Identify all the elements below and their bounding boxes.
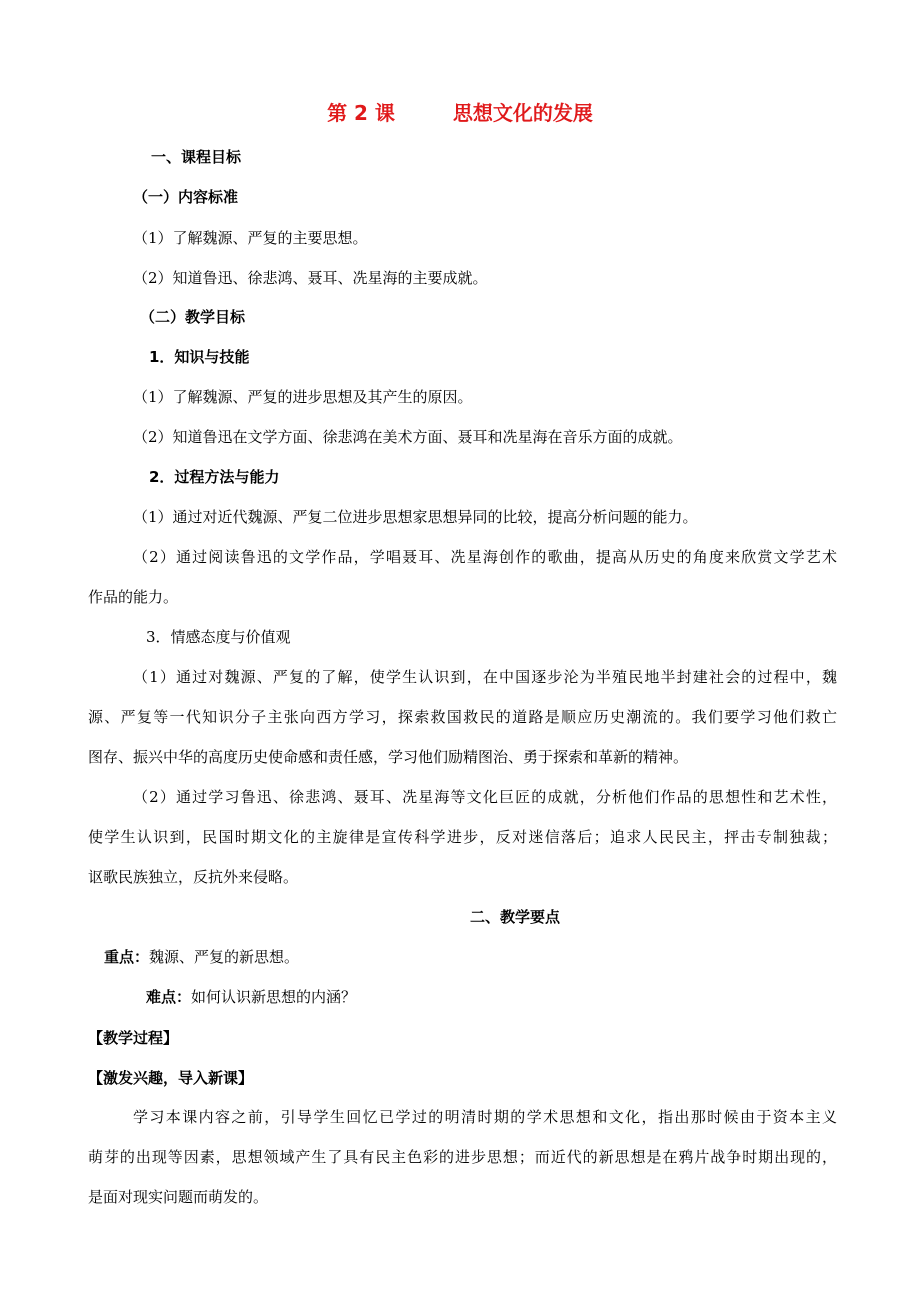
lesson-name: 思想文化的发展	[452, 101, 593, 125]
page-title	[0, 100, 920, 126]
teaching-goals-heading: （二）教学目标	[140, 308, 246, 326]
intro-para-line: 是面对现实问题而萌发的。	[88, 1188, 269, 1206]
lesson-number: 第 2 课	[327, 101, 395, 125]
process-item-continuation: 作品的能力。	[88, 588, 179, 606]
intro-para-line: 学习本课内容之前，引导学生回忆已学过的明清时期的学术思想和文化，指出那时候由于资本主义	[133, 1108, 837, 1126]
intro-section-heading: 【激发兴趣，导入新课】	[88, 1069, 254, 1087]
key-label: 重点：	[104, 948, 150, 966]
knowledge-item: （1）了解魏源、严复的进步思想及其产生的原因。	[133, 388, 473, 406]
attitude-para2-line: 讴歌民族独立，反抗外来侵略。	[88, 868, 299, 886]
attitude-para2-line: 使学生认识到，民国时期文化的主旋律是宣传科学进步，反对迷信落后；追求人民民主，抨击专制独裁；	[88, 828, 837, 846]
intro-para-line: 萌芽的出现等因素，思想领域产生了具有民主色彩的进步思想；而近代的新思想是在鸦片战争时期出现的，	[88, 1148, 837, 1166]
content-standard-heading: （一）内容标准	[133, 188, 239, 206]
content-item: （2）知道鲁迅、徐悲鸿、聂耳、冼星海的主要成就。	[133, 269, 488, 287]
key-text: 魏源、严复的新思想。	[149, 948, 300, 966]
difficult-label: 难点：	[146, 988, 192, 1006]
difficult-point	[146, 987, 356, 1007]
knowledge-item: （2）知道鲁迅在文学方面、徐悲鸿在美术方面、聂耳和冼星海在音乐方面的成就。	[133, 428, 683, 446]
attitude-para1-line: （1）通过对魏源、严复的了解，使学生认识到，在中国逐步沦为半殖民地半封建社会的过程中，魏	[133, 668, 837, 686]
attitude-para1-line: 源、严复等一代知识分子主张向西方学习，探索救国救民的道路是顺应历史潮流的。我们要学习他们救亡	[88, 708, 837, 726]
process-section-heading: 【教学过程】	[88, 1029, 179, 1047]
process-heading: 2．过程方法与能力	[149, 468, 280, 486]
attitude-para1-line: 图存、振兴中华的高度历史使命感和责任感，学习他们励精图治、勇于探索和革新的精神。	[88, 748, 689, 766]
process-item: （1）通过对近代魏源、严复二位进步思想家思想异同的比较，提高分析问题的能力。	[133, 508, 698, 526]
difficult-text: 如何认识新思想的内涵？	[191, 988, 357, 1006]
key-point	[104, 947, 299, 967]
key-points-heading: 二、教学要点	[470, 908, 561, 926]
content-item: （1）了解魏源、严复的主要思想。	[133, 229, 368, 247]
goals-heading: 一、课程目标	[151, 148, 242, 166]
attitude-heading: 3．情感态度与价值观	[146, 628, 291, 646]
knowledge-heading: 1．知识与技能	[149, 348, 250, 366]
process-item: （2）通过阅读鲁迅的文学作品，学唱聂耳、冼星海创作的歌曲，提高从历史的角度来欣赏文学艺术	[133, 548, 837, 566]
attitude-para2-line: （2）通过学习鲁迅、徐悲鸿、聂耳、冼星海等文化巨匠的成就，分析他们作品的思想性和艺术性，	[133, 788, 837, 806]
